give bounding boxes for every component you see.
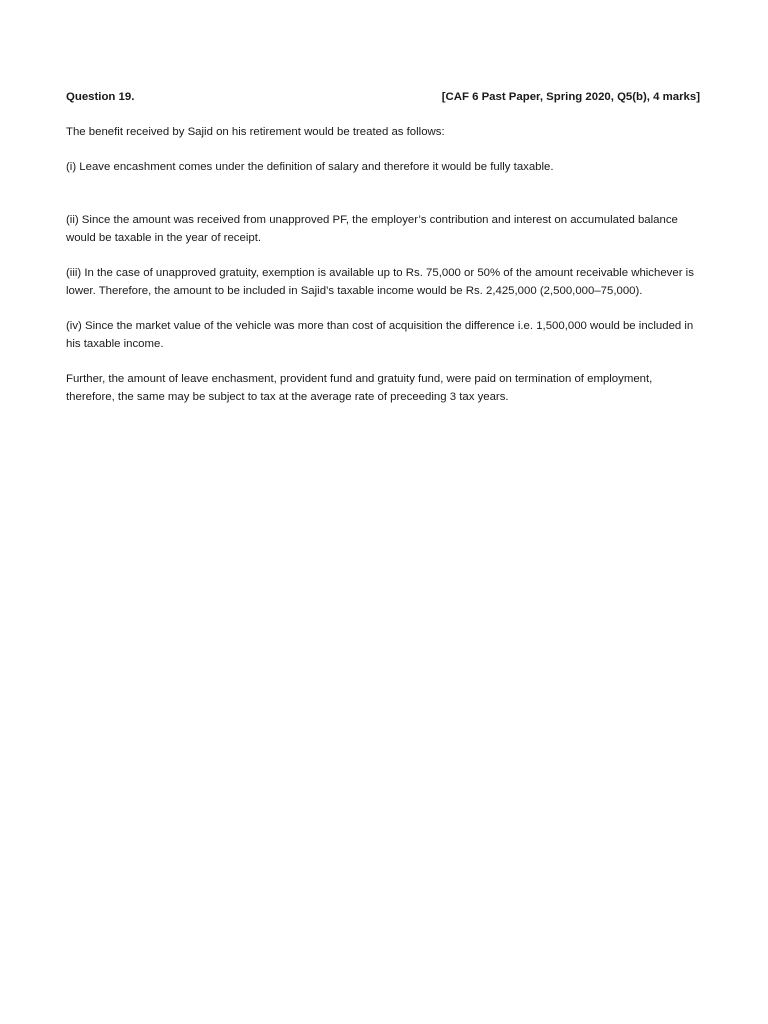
conclusion-paragraph: Further, the amount of leave enchasment, provident fund and gratuity fund, were paid on termination of employment, therefore, the same may be subject to tax at the average rate of preceeding 3 tax years.: [66, 373, 653, 403]
question-title: Question 19.: [66, 91, 135, 103]
point-leave-encashment: (i) Leave encashment comes under the definition of salary and therefore it would be fully taxable.: [66, 161, 554, 173]
intro-paragraph: The benefit received by Sajid on his retirement would be treated as follows:: [66, 126, 445, 138]
question-reference: [CAF 6 Past Paper, Spring 2020, Q5(b), 4 marks]: [441, 91, 700, 103]
document-page: [66, 88, 702, 406]
question-header: [66, 88, 702, 106]
point-unapproved-pf: (ii) Since the amount was received from unapproved PF, the employer’s contribution and interest on accumulated balance would be taxable in the year of receipt.: [66, 214, 678, 244]
point-unapproved-gratuity: (iii) In the case of unapproved gratuity, exemption is available up to Rs. 75,000 or 50% of the amount receivable whichever is lower. Therefore, the amount to be included in Sajid’s taxable income would be Rs. 2,425,000 (2,500,000–75,000).: [66, 267, 694, 297]
point-vehicle: (iv) Since the market value of the vehicle was more than cost of acquisition the difference i.e. 1,500,000 would be included in his taxable income.: [66, 320, 694, 350]
